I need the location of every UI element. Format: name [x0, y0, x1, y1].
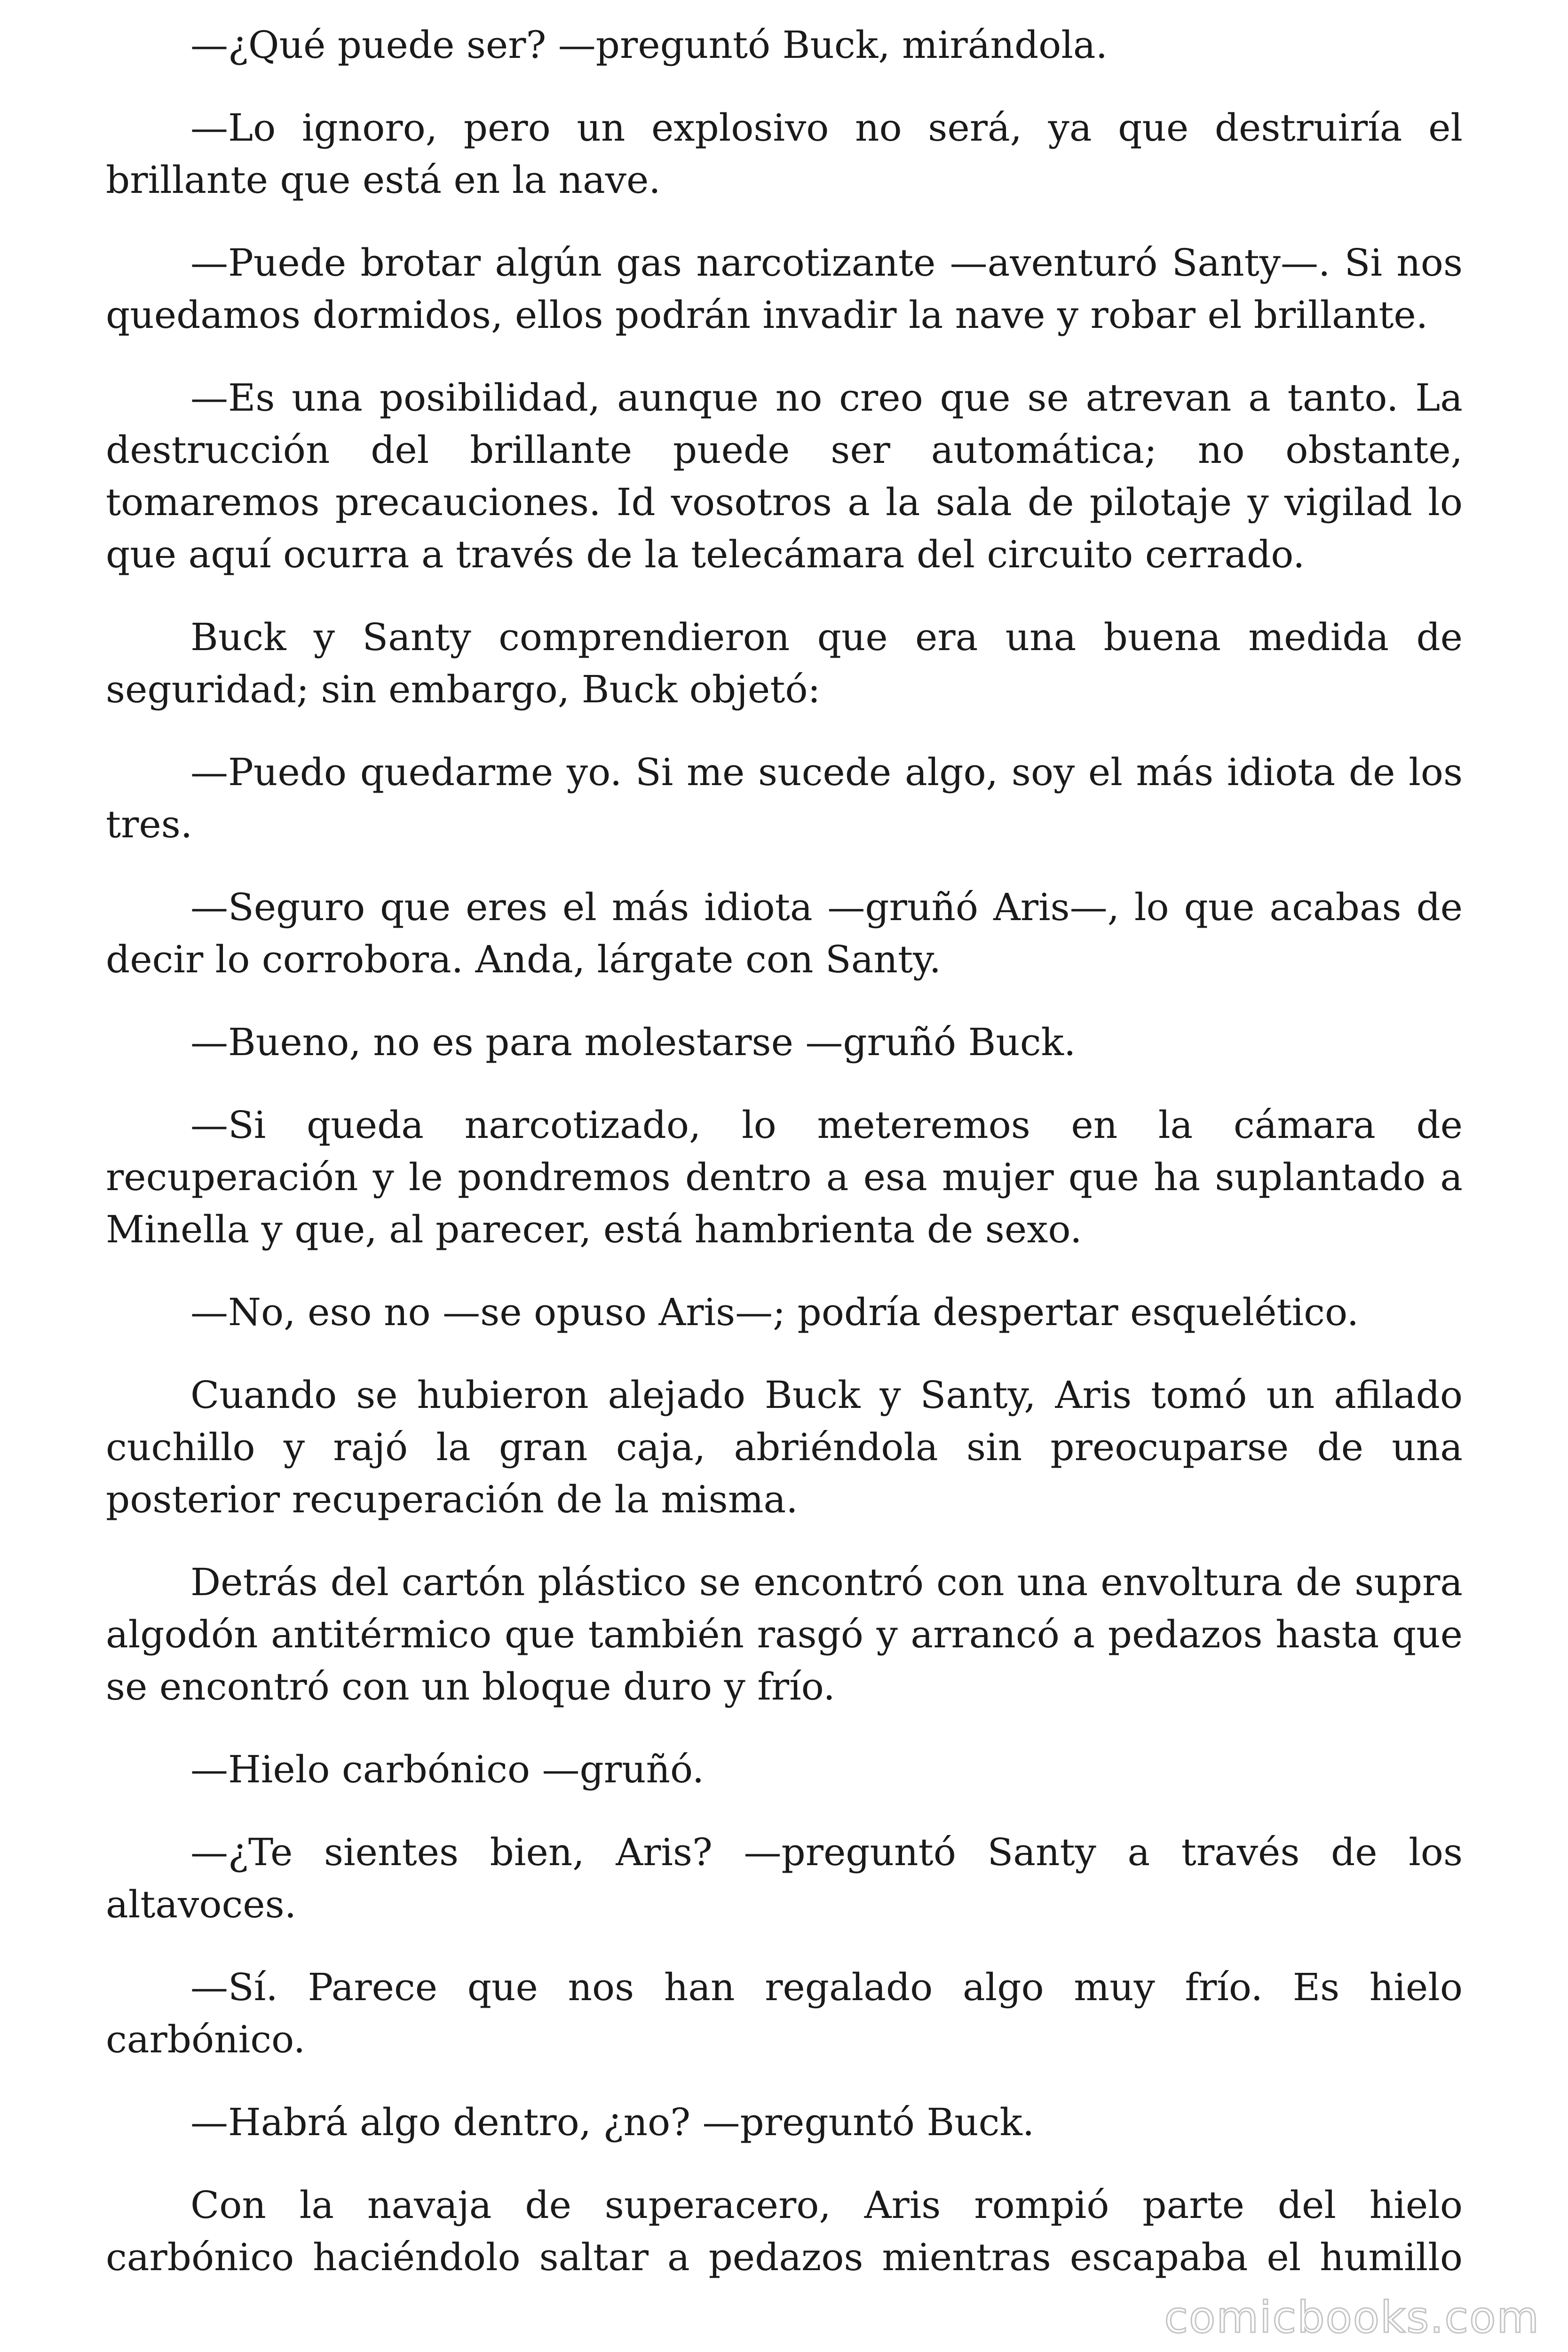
book-page [106, 19, 1463, 2283]
paragraph: —Es una posibilidad, aunque no creo que se atrevan a tanto. La destrucción del brillante puede ser automática; no obstante, tomaremos precauciones. Id vosotros a la sala de pilotaje y vigilad lo que aquí ocurra a través de la telecámara del circuito cerrado. [106, 376, 1463, 576]
paragraph: —Lo ignoro, pero un explosivo no será, ya que destruiría el brillante que está en la nave. [106, 106, 1463, 202]
paragraph: —Seguro que eres el más idiota —gruñó Aris—, lo que acabas de decir lo corrobora. Anda, lárgate con Santy. [106, 885, 1463, 981]
paragraph: —¿Qué puede ser? —preguntó Buck, mirándola. [190, 23, 1108, 67]
paragraph: —Hielo carbónico —gruñó. [190, 1748, 705, 1791]
paragraph: —¿Te sientes bien, Aris? —preguntó Santy a través de los altavoces. [106, 1830, 1463, 1926]
paragraph: Con la navaja de superacero, Aris rompió parte del hielo carbónico haciéndolo saltar a pedazos mientras escapaba el humillo [106, 2183, 1463, 2279]
paragraph: —No, eso no —se opuso Aris—; podría despertar esquelético. [190, 1290, 1359, 1334]
paragraph: —Habrá algo dentro, ¿no? —preguntó Buck. [190, 2100, 1035, 2144]
paragraph: —Si queda narcotizado, lo meteremos en la cámara de recuperación y le pondremos dentro a esa mujer que ha suplantado a Minella y que, al parecer, está hambrienta de sexo. [106, 1103, 1463, 1251]
paragraph: —Bueno, no es para molestarse —gruñó Buck. [190, 1020, 1076, 1064]
paragraph: —Sí. Parece que nos han regalado algo muy frío. Es hielo carbónico. [106, 1965, 1463, 2061]
paragraph: —Puedo quedarme yo. Si me sucede algo, soy el más idiota de los tres. [106, 750, 1463, 846]
paragraph: —Puede brotar algún gas narcotizante —aventuró Santy—. Si nos quedamos dormidos, ellos podrán invadir la nave y robar el brillante. [106, 241, 1463, 337]
paragraph: Cuando se hubieron alejado Buck y Santy, Aris tomó un afilado cuchillo y rajó la gran caja, abriéndola sin preocuparse de una posterior recuperación de la misma. [106, 1373, 1463, 1521]
watermark: comicbooks.com [1164, 2292, 1540, 2343]
paragraph: Detrás del cartón plástico se encontró con una envoltura de supra algodón antitérmico que también rasgó y arrancó a pedazos hasta que se encontró con un bloque duro y frío. [106, 1560, 1463, 1708]
paragraph: Buck y Santy comprendieron que era una buena medida de seguridad; sin embargo, Buck objetó: [106, 615, 1463, 711]
